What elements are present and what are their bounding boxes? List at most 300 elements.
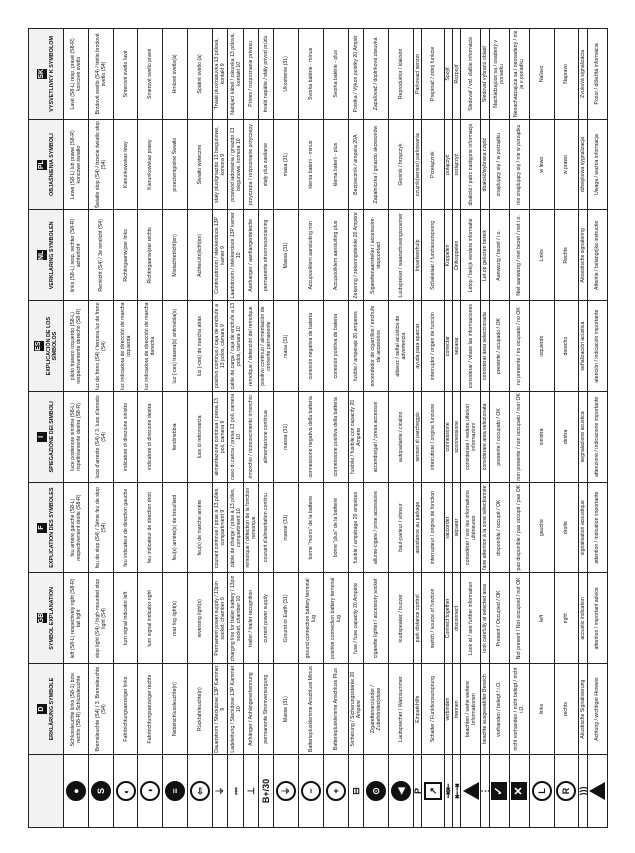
symbol-cell [228,755,243,828]
explanation-cell: luce d'arresto (S4) / 3. luce d'arresto (S4) [88,392,113,483]
disconnect-icon: ⇤⇥ [451,783,462,799]
header-pl [29,119,64,210]
explanation-cell: destra [554,392,579,483]
symbol-cell [364,755,389,828]
explanation-cell: Sledovať / viď. ďalšie informácie [461,29,481,120]
acoustic-signal-icon: ))) [578,786,588,796]
symbol-cell [274,755,299,828]
explanation-cell: Lewe (S8-L) lub prawe (S8-R) koncowe światło [64,119,89,210]
explanation-cell: current power supply [259,573,274,664]
symbol-cell [299,755,324,828]
explanation-cell: Schlussleuchte links (S8-1) bzw. rechts (S8-R) Schlussleuchte [64,664,89,755]
explanation-cell: luce posteriore sinistra (S8-L) rispettivamente destra (S8-R) [64,392,89,483]
symbol-column-header [29,755,64,828]
header-label: SPIEGAZIONE DEI SIMBOLI [49,401,55,473]
explanation-cell: Massa (31) [274,210,299,301]
explanation-cell: Fahrtrichtungsanzeiger rechts [138,664,163,755]
explanation-cell: accendisigari / presa accessori [364,392,389,483]
table-row [88,29,113,828]
explanation-cell: Naľavo [529,29,554,120]
header-label: VERKLARING SYMBOLEN [49,221,55,290]
explanation-cell: Spojiť [444,29,452,120]
explanation-cell: Reproduktor / klaksón [389,29,414,120]
explanation-cell: Koppelen [444,210,452,301]
explanation-cell: Mistachterlicht(en) [163,210,188,301]
header-label: OBJAŚNIENIA SYMBOLI [49,133,55,196]
header-label: ERKLÄRUNG SYMBOLE [49,677,55,741]
explanation-cell: encendedor de cigarrillos / enchufe de accesorios [364,301,389,392]
language-code: I [37,432,47,442]
explanation-cell: Trvalé plus/zásuvka 13 pólová, kontakt 9 [212,29,227,120]
explanation-cell: sinistra [529,392,554,483]
header-label: VYSVETLIVKY K SYMBOLOM [49,36,55,112]
explanation-cell: interruttore / origine funzione [422,392,444,483]
explanation-cell: indicatore di direzione destra [138,392,163,483]
explanation-cell: autoparlante / cicalino [389,392,414,483]
table-row [259,29,274,828]
table-row [228,29,243,828]
language-code: GB [38,612,45,624]
symbol-cell [348,755,363,828]
look-at-area-icon: ⋮ [479,786,490,796]
explanation-cell: alimentazione continua / presa 13 poli, camera 9 [212,392,227,483]
explanation-cell: czujnik(sensor) parkowania [413,119,421,210]
symbol-cell [509,755,529,828]
explanation-cell: Zapalniczka / gniazdo akcesoriów [364,119,389,210]
explanation-cell: fendinebbia [163,392,188,483]
header-de [29,664,64,755]
explanation-cell: klema baterii - minus [299,119,324,210]
look-at-icon [463,782,479,800]
explanation-cell: rear fog light(s) [163,573,188,664]
table-row [163,29,188,828]
header-it [29,392,64,483]
explanation-cell: Spätné svetlo (á) [188,29,213,120]
left-icon: L [532,781,552,801]
table-row [138,29,163,828]
explanation-cell: Uwaga / ważna informacja [587,119,607,210]
explanation-cell: look carefully at selected area [481,573,489,664]
explanation-cell: Poistka / Výkon poistky 20 Ampér [348,29,363,120]
explanation-cell: Let op gekozen bereik [481,210,489,301]
table-row [422,29,444,828]
explanation-cell: rozłączyć [452,119,460,210]
symbol-cell [188,755,213,828]
explanation-cell: assistance au parkage [413,482,421,573]
explanation-cell: altavoz / señal acústica de advertencia [389,301,414,392]
explanation-cell: attention / important advice [587,573,607,664]
explanation-cell: Prepínač / zdroj funkcie [422,29,444,120]
explanation-cell: Present / Occupied / OK [489,573,509,664]
explanation-cell: Batterieplusklemme Anschluss Plus [324,664,349,755]
explanation-cell: Rozpojiť [452,29,460,120]
table-row [212,29,227,828]
explanation-cell: feu indicateur de direction gauche [113,482,138,573]
table-row [243,29,258,828]
connect-icon: ⇥⇤ [443,783,454,799]
not-present-icon: ✕ [511,782,527,800]
explanation-cell: conectar [444,301,452,392]
explanation-cell: disconnect [452,573,460,664]
table-row [587,29,607,828]
header-label: SYMBOL EXPLANATION [49,587,55,650]
explanation-cell: Svorka batérie - mínus [299,29,324,120]
table-row [274,29,299,828]
explanation-cell: right [554,573,579,664]
explanation-cell: Hmlové svetlo(á) [163,29,188,120]
present-icon: ✓ [491,782,507,800]
explanation-cell: Accupoolklem aansluiting min [299,210,324,301]
explanation-cell: Głośnik / brzęczyk [389,119,414,210]
symbol-cell [579,755,587,828]
explanation-cell: Zapaľovač / doplnková zásuvka [364,29,389,120]
symbol-cell [554,755,579,828]
symbol-cell [324,755,349,828]
explanation-cell: vorhanden / belegt / i.O. [489,664,509,755]
reversing-light-icon: ⇦ [190,781,210,801]
explanation-cell: droite [554,482,579,573]
explanation-cell: w lewo [529,119,554,210]
explanation-cell: Kierunkowskaz lewy [113,119,138,210]
explanation-cell: Bremsleuchte (S4) / 3. Bremsleuchte (S4) [88,664,113,755]
header-label: EXPLICATION DES SYMBOLES [49,487,55,568]
explanation-cell: beachten / siehe weitere Informationen [461,664,481,755]
explanation-cell: klema baterii - plus [324,119,349,210]
explanation-cell: cigarette lighter / accessory socket [364,573,389,664]
explanation-cell: feu(x) de marche arrière [188,482,213,573]
explanation-cell: Nachádzajúce sa / osadený v poriadku [489,29,509,120]
explanation-cell: borne "moins" de la batterie [299,482,324,573]
explanation-cell: Sledovať vybranú oblasť [481,29,489,120]
explanation-cell: luz (-ces) de marcha atrás [188,301,213,392]
language-code: SK [38,69,45,79]
explanation-cell: Zekering / zekeringsterkte 20 Ampère [348,210,363,301]
turn-signal-right-icon: ◑ [140,781,160,801]
explanation-cell: câble de charge / prise à 13 pôles, compartiment 10 [228,482,243,573]
explanation-cell: luz (-ces) trasera(s) antiniebla(s) [163,301,188,392]
language-code: F [37,523,47,533]
explanation-cell: Richtingaanwijzer links [113,210,138,301]
explanation-cell: permanente stroomvoorziening [259,210,274,301]
explanation-cell: separar [452,301,460,392]
battery-minus-icon: − [301,781,321,801]
explanation-cell: Smerové svetlo pravé [138,29,163,120]
ground-icon: ⏚ [276,781,296,801]
explanation-cell: Rechts [554,210,579,301]
table-row [481,29,489,828]
header-row [29,29,64,828]
explanation-cell: segnalazione acustica [579,392,587,483]
explanation-cell: disponible / occupé / OK [489,482,509,573]
explanation-cell: sensori di parcheggio [413,392,421,483]
explanation-cell: fusible / amperaje 20 amperes [348,301,363,392]
explanation-cell: non presente / non occupato / non OK [509,392,529,483]
explanation-cell: Smerové svetlo ľavé [113,29,138,120]
explanation-cell: Parkovací senzor [413,29,421,120]
symbol-legend-sheet [28,28,608,828]
explanation-cell: Światło wsteczne [188,119,213,210]
explanation-cell: Akustische Signalisierung [579,664,587,755]
explanation-cell: Aanhanger / aanhangerdetectie [243,210,258,301]
language-code: NL [38,250,45,261]
explanation-cell: Príves / rozpoznanie prívesu [243,29,258,120]
explanation-cell: trennen [452,664,460,755]
explanation-cell: left (S8-L) respectively right (S8-R) tail light [64,573,89,664]
explanation-cell: Lautsprecher / Warnsummer [389,664,414,755]
symbol-cell [389,755,414,828]
explanation-cell: reversing light(s) [188,573,213,664]
tail-light-icon: ● [66,781,86,801]
header-es [29,301,64,392]
explanation-cell: Światło stop (S4) / trzecie światło stop (S4) [88,119,113,210]
symbol-text: B+/30 [261,778,272,804]
explanation-cell: Fahrtrichtungsanzeiger links [113,664,138,755]
explanation-cell: dźwiękowa sygnalizacja [579,119,587,210]
explanation-cell: luz indicadora de dirección de marcha izquierda [113,301,138,392]
explanation-cell: séparer [452,482,460,573]
explanation-cell: Nebelschlussleuchte(n) [163,664,188,755]
explanation-cell: remorque / détection de la fonction remorque [243,482,258,573]
turn-signal-left-icon: ◐ [116,781,136,801]
table-row [64,29,89,828]
language-code: D [37,704,47,714]
explanation-cell: Not present / Not occupied / not OK [509,573,529,664]
explanation-cell: Achteruitrijlicht(en) [188,210,213,301]
symbol-cell [138,755,163,828]
header-label: EXPLICACIÓN DE LOS SÍMBOLOS [46,316,58,376]
explanation-cell: ground connection battery terminal lug [299,573,324,664]
charging-line-icon: ⎓ [230,787,241,795]
right-icon: R [556,781,576,801]
explanation-cell: Luidspreker / waarschuwingszoemer [389,210,414,301]
permanent-power-icon: ⏚ [215,786,226,796]
explanation-cell: conexión positiva de batería [324,301,349,392]
explanation-cell: Dauerstrom / Steckdose 13P Kammer 9 [214,665,227,753]
explanation-cell: Sigarettenaansteker / accessoire-stopcontact [364,210,389,301]
explanation-cell: no presente / no ocupado / no OK [509,301,529,392]
explanation-cell: Accupoolklem aansluiting plus [324,210,349,301]
explanation-cell: Lavé (S8-L) resp. pravé (S8-R) koncové svetlo [64,29,89,120]
explanation-cell: turn signal indicator left [113,573,138,664]
explanation-cell: Sicherung / Sicherungsstärke 20 Ampère [348,664,363,755]
explanation-cell: feu arrière gauche (S8-L) respectivement droite (S8-R) [64,482,89,573]
explanation-cell: positivo continuo / caja de enchufe a 13 polos, cámara 9 [212,301,227,392]
symbol-cell [422,755,444,828]
symbol-cell [587,755,607,828]
explanation-cell: przewód ładowania / gniazdo 13 biegunowe, komora 10 [228,119,243,210]
symbol-cell [88,755,113,828]
explanation-cell: Remlicht (S4) / 3e remlicht (S4) [88,210,113,301]
symbol-cell [243,755,258,828]
table-row [461,29,481,828]
table-row [299,29,324,828]
explanation-cell: Batterieplusklemme Anschluss Minus [299,664,324,755]
header-sk [29,29,64,120]
explanation-cell: loudspeaker / buzzer [389,573,414,664]
table-row [364,29,389,828]
explanation-cell: señalización acústica [579,301,587,392]
explanation-cell: Ground or Earth (31) [274,573,299,664]
table-row [413,29,421,828]
explanation-cell: trvalé napätie / stály prívod prúdu [259,29,274,120]
symbol-cell [113,755,138,828]
explanation-cell: stop light (S4) / high-mounted stop light (S4) [88,573,113,664]
explanation-cell: rechts [554,664,579,755]
explanation-cell: massa (31) [274,392,299,483]
explanation-cell: beachte ausgewählter Bereich [481,664,489,755]
explanation-cell: cable de carga / caja de enchufe a 13 polos, cámara 10 [228,301,243,392]
explanation-cell: fusible / ampérage 20 ampères [348,482,363,573]
explanation-cell: interruptor / origen de función [422,301,444,392]
explanation-cell: cavo di carica / presa 13 poli, camera 10 [228,392,243,483]
symbol-cell [64,755,89,828]
table-row [188,29,213,828]
explanation-cell: dbałość/wybrana część [481,119,489,210]
explanation-cell: borne "plus" de la batterie [324,482,349,573]
switch-icon: ↗ [424,782,442,800]
rear-fog-light-icon: ≡ [165,781,185,801]
header-gb [29,573,64,664]
explanation-cell: acoustic indication [579,573,587,664]
explanation-cell: Napravo [554,29,579,120]
language-code: PL [38,160,45,170]
explanation-cell: considérer / voir les informations ultérieures [461,482,481,573]
loudspeaker-icon: ◀ [391,781,411,801]
explanation-cell: fusibile / fusibile con capacity 20 Ampère [348,392,363,483]
explanation-cell: Masse (31) [274,664,299,755]
explanation-cell: presente / occupato / OK [489,392,509,483]
explanation-cell: Einparkhilfe [413,664,421,755]
explanation-cell: Inparkeerhulp [413,210,421,301]
explanation-cell: Continustroom / stekkerdoos 13P kamer 9 [212,210,227,301]
explanation-cell: Nabíjací kábel / zásuvka 13 pólová, kontakt 10 [228,29,243,120]
symbol-cell [163,755,188,828]
explanation-cell: park distance control [413,573,421,664]
explanation-cell: Connect together [444,573,452,664]
explanation-cell: considerare area selezionata [481,392,489,483]
explanation-cell: pas disponible / pas occupé / pas OK [509,482,529,573]
symbol-cell [212,755,227,828]
explanation-cell: Kierunkowskaz prawy [138,119,163,210]
explanation-cell: Rückfahrleuchte(n) [188,664,213,755]
explanation-cell: luz indicadora de dirección de marcha derecha [138,301,163,392]
explanation-cell: masa (31) [274,119,299,210]
explanation-cell: conexión negativa de batería [299,301,324,392]
explanation-cell: Nenachádzajúce sa / neosadený / nie je v poriadku [509,29,529,120]
explanation-cell: przyczepa / rozpoznanie przyczepy [243,119,258,210]
explanation-cell: Zvuková signalizácia [579,29,587,120]
table-row [554,29,579,828]
explanation-cell: Look at / see further information [461,573,481,664]
table-row [444,29,452,828]
explanation-cell: przeciwmgielne Światło [163,119,188,210]
explanation-cell: feu de stop (S4) / 3ème feu de stop (S4) [88,482,113,573]
explanation-cell: Przełącznik [422,119,444,210]
stop-light-icon: S [91,781,111,801]
explanation-cell: atención / indicación importante [587,301,607,392]
language-code: ES [35,341,42,351]
explanation-cell: Ladeleitung / Steckdose 13P Kammer 10 [229,665,242,753]
explanation-cell: indicatore di direzione sinistro [113,392,138,483]
table-row [452,29,460,828]
explanation-cell: connessione negativa della batteria [299,392,324,483]
explanation-cell: attenzione / indicazione importante [587,392,607,483]
explanation-cell: courant continue / prise à 13 pôles, compartiment 9 [212,482,227,573]
explanation-cell: trailer / trailer recognition [243,573,258,664]
explanation-cell: signalisation acoustique [579,482,587,573]
explanation-cell: haut-parleur / vibreur [389,482,414,573]
explanation-cell: Aanwezig / bezet / i.o. [489,210,509,301]
explanation-cell: masse (31) [274,482,299,573]
explanation-cell: permanente Stromversorgung [259,664,274,755]
explanation-cell: remolque / detección del remolque [243,301,258,392]
explanation-cell: verbinden [444,664,452,755]
explanation-cell: Svorka batérie - plus [324,29,349,120]
explanation-cell: considerar / véase las informaciones [461,301,481,392]
explanation-cell: faire attention à la zone sélectionnée [481,482,489,573]
explanation-cell: charging line for trailer battery / 13pin socket, chamber 10 [228,573,243,664]
explanation-cell: presente / ocupado / OK [489,301,509,392]
explanation-cell: dbałość / patrz następne informacje [461,119,481,210]
symbol-cell [529,755,554,828]
park-distance-icon: P [412,788,423,795]
header-fr [29,482,64,573]
explanation-cell: stały plus zasilanie [259,119,274,210]
explanation-cell: considerar área seleccionada [481,301,489,392]
explanation-cell: connessione positiva della batteria [324,392,349,483]
explanation-cell: Attentie / belangrijke instructie [587,210,607,301]
explanation-cell: links (S8-L) resp. rechter (S8-R) achterlicht [64,210,89,301]
table-row [489,29,509,828]
battery-plus-icon: + [326,781,346,801]
explanation-cell: Akoestische signalering [579,210,587,301]
explanation-cell: Niet aanwezig / niet bezet / niet i.o. [509,210,529,301]
explanation-cell: Zigarettenanzünder / Zubehörsteckdose [364,664,389,755]
explanation-cell: gauche [529,482,554,573]
explanation-cell: znajdujący się / w porządku [489,119,509,210]
table-row [389,29,414,828]
explanation-cell: courant d'alimentation continu [259,482,274,573]
trailer-recognition-icon: ⊥ [245,787,256,795]
explanation-cell: Ontkoppelen [452,210,460,301]
table-row [579,29,587,828]
explanation-cell: Achtung / wichtiger Hinweis [587,664,607,755]
rotated-table-container [28,28,608,828]
explanation-cell: attention / indication importante [587,482,607,573]
explanation-cell: Ukostrenie (31) [274,29,299,120]
symbol-cell [489,755,509,828]
table-row [348,29,363,828]
explanation-cell: interrupteur / origine de fonction [422,482,444,573]
symbol-explanation-table [28,28,608,828]
explanation-cell: switch / source of function [422,573,444,664]
explanation-cell: positive connection battery terminal lug [324,573,349,664]
explanation-cell: feu(x) arrière(s) de brouillard [163,482,188,573]
explanation-cell: feu indicateur de direction droit [138,482,163,573]
explanation-cell: stały plus/gniazdo 13 biegunowe, komora 9 [212,119,227,210]
explanation-cell: piloto trasero izquierdo (S8-L) respectivamente derecho (S8-R) [64,301,89,392]
explanation-cell: derecho [554,301,579,392]
table-row [529,29,554,828]
symbol-cell [259,755,274,828]
header-nl [29,210,64,301]
explanation-cell: izquierdo [529,301,554,392]
explanation-cell: w prawo [554,119,579,210]
explanation-cell: Letop / bekijk verdere informatie [461,210,481,301]
symbol-cell [461,755,481,828]
explanation-cell: Anhänger / Anhängererkennung [243,664,258,755]
explanation-cell: rimorchio / riconoscimento rimorchio [243,392,258,483]
